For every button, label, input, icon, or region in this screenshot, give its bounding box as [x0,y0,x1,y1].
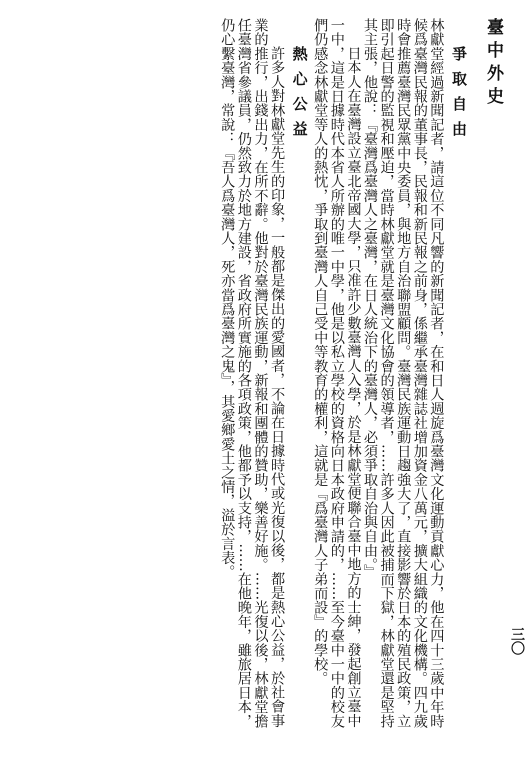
body-text [13,18,471,740]
section-heading: 熱心公益 [290,46,309,146]
paragraph: 林獻堂經過新聞記者，請這位不同凡響的新聞記者，在和日人週旋爲臺灣文化運動貢獻心力，他在四十三歲中年時候爲臺灣民報的董事長，民報和新民報之前身，係繼承臺灣雜誌社增加資金八萬元，擴大組織的文化機構。四九歲時會推薦臺灣民眾黨中央委員，與地方自治聯盟顧問。臺灣民族運動日趨強大了，直接影響於日本的殖民政策，立即引起日警的監視和壓迫，當時林獻堂就是臺灣文化協會的領導者，……許多人因此被捕而下獄，林獻堂還是堅持其主張，他說：『臺灣爲臺灣人之臺灣，在日人統治下的臺灣人，必須爭取自治與自由。』 [362,18,445,728]
running-title: 臺中外史 [483,18,503,110]
section-heading: 爭取自由 [450,46,468,146]
paragraph: 許多人對林獻堂先生的印象，一般都是傑出的愛國者，不論在日據時代或光復以後，都是熱心公益，於社會事業的推行，出錢出力，在所不辭。他對於臺灣民族運動，新報和團體的贊助，樂善好施。……光復以後，林獻堂擔任臺灣省參議員，仍然致力於地方建設，省政府所實施的各項政策，他都予以支持，……在他晚年，雖旅居日本，仍心繫臺灣，常說：『吾人爲臺灣人，死亦當爲臺灣之鬼』，其愛鄉愛土之情，溢於言表。 [219,18,286,728]
paragraph: 日本人在臺灣設立臺北帝國大學，只准許少數臺灣人入學，於是林獻堂便聯合臺中地方的士紳，發起創立臺中一中，這是日據時代本省人所辦的唯一中學，他是以私立學校的資格向日本政府申請的，……至今臺中一中的校友們仍感念林獻堂等人的熱忱，爭取到臺灣人自己受中等教育的權利，這就是『爲臺灣人子弟而設』的學校。 [312,18,362,728]
running-header [479,18,507,168]
page-number: 三〇 [509,627,525,655]
